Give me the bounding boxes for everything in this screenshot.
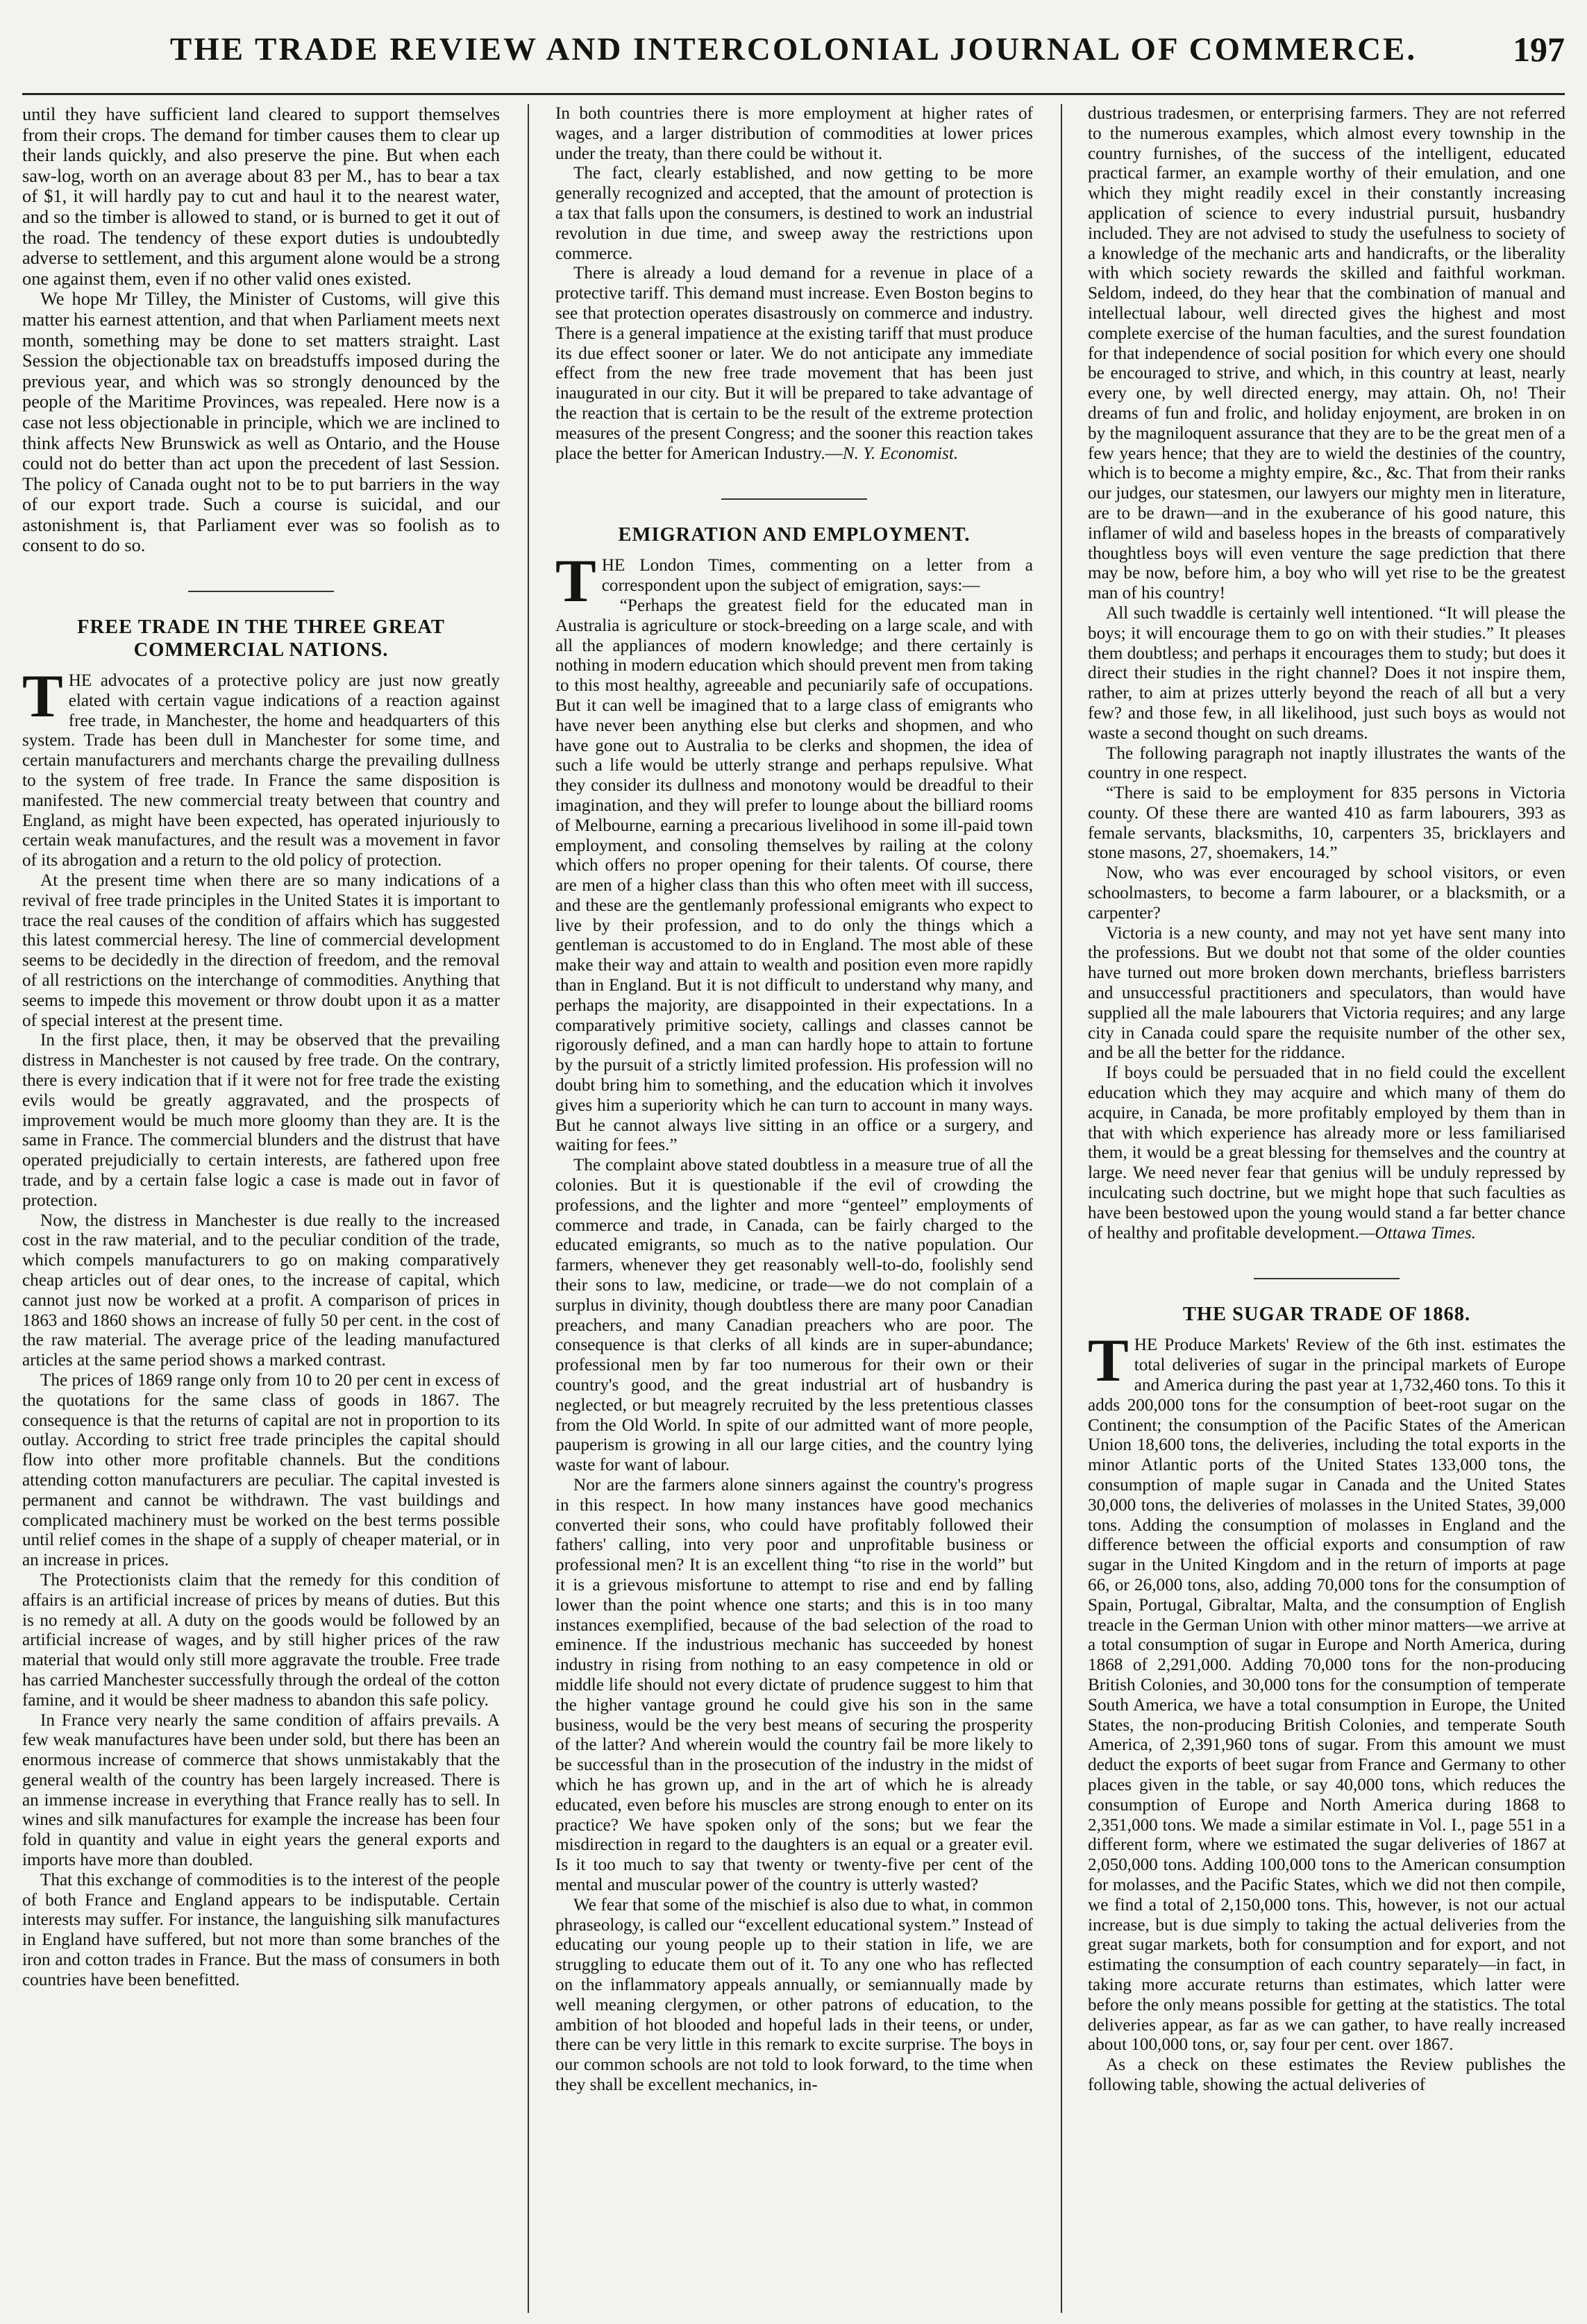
paragraph — [555, 264, 1033, 464]
section-separator — [721, 498, 867, 500]
article-emigration — [555, 523, 1033, 2095]
paragraph: The prices of 1869 range only from 10 to 20 per cent in excess of the quotations for the same class of goods in 1867. The consequence is that the returns of capital are not in proportion to its outlay. According to strict free trade principles the capital should flow into other more profitable channels. But the conditions attending cotton manufacturers are peculiar. The capital invested is permanent and cannot be withdrawn. The vast buildings and complicated machinery must be worked on the best terms possible until relief comes in the shape of a supply of cheaper material, or in an increase in prices. — [22, 1370, 500, 1570]
paragraph: Now, the distress in Manchester is due really to the increased cost in the raw material, and to the peculiar condition of the trade, which compels manufacturers to go on making comparatively cheap articles out of dear ones, to the increase of capital, which cannot just now be worked at a profit. A comparison of prices in 1863 and 1860 shows an increase of fully 50 per cent. in the cost of the raw material. The average price of the leading manufactured articles at the same period shows a marked contrast. — [22, 1211, 500, 1370]
paragraph: As a check on these estimates the Review publishes the following table, showing the actual deliveries of — [1088, 2055, 1565, 2094]
paragraph: “There is said to be employment for 835 persons in Victoria county. Of these there are wanted 410 as farm labourers, 393 as female servants, blacksmiths, 10, carpenters 35, bricklayers and stone masons, 27, shoemakers, 14.” — [1088, 784, 1565, 863]
article-title: THE SUGAR TRADE OF 1868. — [1182, 1304, 1471, 1326]
column-rule — [1061, 104, 1062, 2313]
paragraph-text: There is already a loud demand for a revenue in place of a protective tariff. This demand must increase. Even Boston begins to see that protection operates disastrously on commerce and industry. There is a general impatience at the existing tariff that must produce its due effect sooner or later. We do not anticipate any immediate effect from the new free trade movement that has been just inaugurated in our city. But it will be prepared to take advantage of the reaction that is certain to be the result of the extreme protection measures of the present Congress; and the sooner this reaction takes place the better for American Industry.— — [555, 264, 1033, 463]
page-number: 197 — [1513, 30, 1565, 69]
paragraph: At the present time when there are so many indications of a revival of free trade principles in the United States it is important to trace the real causes of the condition of affairs which has suggested this latest commercial heresy. The line of commercial development seems to be decidedly in the direction of freedom, and the removal of all restrictions on the interchange of commodities. Anything that seems to impede this movement or throw doubt upon it as a matter of special interest at the present time. — [22, 871, 500, 1030]
paragraph-text: HE London Times, commenting on a letter from a correspondent upon the subject of emigration, says:— — [601, 556, 1033, 596]
paragraph-text: If boys could be persuaded that in no field could the excellent education which they may acquire and which many of them do acquire, in Canada, be more profitably employed by them than in that with which experience has already more or less familiarised them, it would be a great blessing for themselves and the country at large. We need never fear that genius will be unduly repressed by inculcating such doctrine, but we might hope that such faculties as have been bestowed upon the young would stand a far better chance of healthy and profitable development. — [1088, 1063, 1565, 1243]
paragraph: In both countries there is more employment at higher rates of wages, and a larger distribution of commodities at lower prices under the treaty, than there could be without it. — [555, 104, 1033, 163]
paragraph: The following paragraph not inaptly illustrates the wants of the country in one respect. — [1088, 743, 1565, 783]
paragraph — [1088, 1327, 1565, 2055]
column-1 — [22, 104, 500, 2313]
column-3 — [1088, 104, 1565, 2313]
column-2 — [555, 104, 1033, 2313]
paragraph — [1088, 1063, 1565, 1243]
section-separator — [1254, 1278, 1400, 1279]
drop-cap: T — [1088, 1327, 1129, 1395]
paragraph: dustrious tradesmen, or enterprising farmers. They are not referred to the numerous examples, which almost every township in the country furnishes, of the success of the intelligent, educated practical farmer, an example worthy of their emulation, and one which they might readily excel in their constantly increasing application of science to every industrial pursuit, husbandry included. They are not advised to study the usefulness to society of a knowledge of the mechanic arts and handicrafts, or the liberality with which society rewards the skilled and faithful workman. Seldom, indeed, do they hear that the combination of manual and intellectual labour, well directed gives the highest and most complete exercise of the human faculties, and the surest foundation for that independence of social position for which every one should be encouraged to strive, and which, in this country at least, nearly every one, by well directed energy, may attain. Oh, no! Their dreams of fun and frolic, and holiday enjoyment, are broken in on by the magniloquent assurance that they are to be the great men of a few years hence; that they are to wield the destinies of the country, which is to become a mighty empire, &c., &c. That from their ranks our judges, our statesmen, our lawyers our mighty men in literature, are to be drawn—and in the exuberance of his good nature, this inflamer of wild and baseless hopes in the breasts of comparatively thoughtless boys will even venture the sage prediction that there may be now, before him, a boy who will yet rise to be the greatest man of his country! — [1088, 104, 1565, 603]
paragraph: The complaint above stated doubtless in a measure true of all the colonies. But it is questionable if the evil of crowding the professions, and the lighter and more “genteel” employments of commerce and trade, in Canada, can be fairly charged to the educated emigrants, so much as to the native population. Our farmers, whenever they get reasonably well-to-do, foolishly send their sons to law, medicine, or trade—we do not complain of a surplus in divinity, though doubtless there are many poor Canadian preachers, and many Canadian preachers who are poor. The consequence is that clerks of all kinds are in super-abundance; professional men by far too numerous for their own or their country's good, and the great industrial art of husbandry is neglected, or but meagrely recruited by the less pretentious classes from the Old World. In spite of our admitted want of more people, pauperism is growing in all our large cities, and the country lying waste for want of labour. — [555, 1156, 1033, 1475]
article-title: EMIGRATION AND EMPLOYMENT. — [618, 524, 971, 546]
paragraph: We fear that some of the mischief is also due to what, in common phraseology, is called our “excellent educational system.” Instead of educating our young people up to their station in life, we are struggling to educate them out of it. To any one who has reflected on the inflammatory appeals annually, or semiannually made by well meaning clergymen, or other patrons of education, to the ambition of hot blooded and hopeful lads in their teens, or under, there can be very little in this remark to excite surprise. The boys in our common schools are not told to look forward, to the time when they shall be excellent mechanics, in- — [555, 1895, 1033, 2094]
paragraph: In the first place, then, it may be observed that the prevailing distress in Manchester is not caused by free trade. On the contrary, there is every indication that if it were not for free trade the existing evils would be greatly aggravated, and the prospects of improvement would be much more gloomy than they are. It is the same in France. The commercial blunders and the distrust that have operated prejudicially to certain interests, are fathered upon free trade, and by a certain false logic a case is made out in favor of protection. — [22, 1031, 500, 1210]
paragraph: Now, who was ever encouraged by school visitors, or even schoolmasters, to become a farm labourer, or a blacksmith, or a carpenter? — [1088, 864, 1565, 923]
drop-cap: T — [22, 663, 63, 731]
paragraph — [555, 548, 1033, 616]
source-credit: —Ottawa Times. — [1359, 1223, 1476, 1243]
article-title — [22, 616, 500, 662]
paragraph: In France very nearly the same condition of affairs prevails. A few weak manufactures have been under sold, but there has been an enormous increase of commerce that shows unmistakably that the general wealth of the country has been largely increased. There is an immense increase in everything that France really has to sell. In wines and silk manufactures for example the increase has been four fold in quantity and value in eight years the general exports and imports have more than doubled. — [22, 1710, 500, 1870]
paragraph: We hope Mr Tilley, the Minister of Customs, will give this matter his earnest attention, and that when Parliament meets next month, something may be done to set matters straight. Last Session the objectionable tax on breadstuffs imposed during the previous year, and which was so strongly denounced by the people of the Maritime Provinces, was repealed. Here now is a case not less objectionable in principle, which we are inclined to think affects New Brunswick as well as Ontario, and the House could not do better than act upon the precedent of last Session. The policy of Canada ought not to be to put barriers in the way of our export trade. Such a course is suicidal, and our astonishment is, that Parliament ever was so foolish as to consent to do so. — [22, 288, 500, 556]
paragraph: That this exchange of commodities is to the interest of the people of both France and England appears to be indisputable. Certain interests may suffer. For instance, the languishing silk manufactures in England have suffered, but not more than some branches of the iron and cotton trades in France. But the mass of consumers in both countries have been benefitted. — [22, 1870, 500, 1989]
paragraph: “Perhaps the greatest field for the educated man in Australia is agriculture or stock-breeding on a large scale, and with all the appliances of modern knowledge; and there certainly is nothing in modern education which should prevent men from taking to this most healthy, agreeable and pecuniarily safe of occupations. But it can well be imagined that to a large class of emigrants who have never been anything else but clerks and shopmen, and who have gone out to Australia to be clerks and shopmen, the idea of such a life would be utterly strange and perhaps repulsive. What they consider its dullness and monotony would be dreadful to their imagination, and they will prefer to lounge about the billiard rooms of Melbourne, earning a precarious livelihood in some ill-paid town employment, and consoling themselves by railing at the colony which offers no proper opening for their talents. Of course, there are men of a higher class than this who often meet with ill success, and these are the gentlemanly professional emigrants who expect to live by their profession, and to do only the things which a gentleman is accustomed to do in England. The most able of these make their way and attain to wealth and position even more rapidly than in England. But it is not difficult to understand why many, and perhaps the majority, are disappointed in their expectations. In a comparatively primitive society, callings and classes cannot be rigorously defined, and a man can hardly hope to attain to fortune by the pursuit of a strictly limited profession. His profession will no doubt bring him to something, and the education which it involves gives him a superiority which he can turn to account in many ways. But he cannot always live sitting in an office or a surgery, and waiting for fees.” — [555, 596, 1033, 1155]
paragraph: Victoria is a new county, and may not yet have sent many into the professions. But we doubt not that some of the older counties have turned out more broken down merchants, briefless barristers and unsuccessful practitioners and speculators, than would have supplied all the male labourers that Victoria requires; and any large city in Canada could spare the requisite number of the other sex, and be all the better for the riddance. — [1088, 923, 1565, 1063]
drop-cap: T — [555, 548, 596, 616]
running-title: THE TRADE REVIEW AND INTERCOLONIAL JOURNAL OF COMMERCE. — [169, 31, 1418, 67]
paragraph: The Protectionists claim that the remedy for this condition of affairs is an artificial increase of prices by means of duties. But this is no remedy at all. A duty on the goods would be followed by an artificial increase of wages, and by still higher prices of the raw material that would only still more aggravate the trouble. Free trade has carried Manchester successfully through the ordeal of the cotton famine, and it would be sheer madness to abandon this safe policy. — [22, 1570, 500, 1710]
section-separator — [188, 591, 334, 592]
paragraph: All such twaddle is certainly well intentioned. “It will please the boys; it will encourage them to go on with their studies.” It pleases them doubtless; and perhaps it encourages them to study; but does it direct their studies in the right channel? Does it not inspire them, rather, to aim at prizes utterly beyond the reach of all but a very few? and those few, in all likelihood, just such boys as would not waste a second thought on such dreams. — [1088, 603, 1565, 743]
paragraph: The fact, clearly established, and now getting to be more generally recognized and accepted, that the amount of protection is a tax that falls upon the consumers, is destined to work an industrial revolution in due time, and sweep away the restrictions upon commerce. — [555, 164, 1033, 263]
title-line: FREE TRADE IN THE THREE GREAT — [77, 616, 445, 639]
article-sugar-trade — [1088, 1303, 1565, 2095]
source-credit: N. Y. Economist. — [842, 444, 959, 463]
title-line: COMMERCIAL NATIONS. — [133, 639, 389, 662]
paragraph-text: HE advocates of a protective policy are just now greatly elated with certain vague indications of a reaction against free trade, in Manchester, the home and headquarters of this system. Trade has been dull in Manchester for some time, and certain manufacturers and merchants charge the prevailing dullness to the system of free trade. In France the same disposition is manifested. The new commercial treaty between that country and England, as might have been expected, has operated injuriously to certain weak manufactures, and the result was a movement in favor of its abrogation and a return to the old policy of protection. — [22, 671, 500, 870]
paragraph-text: HE Produce Markets' Review of the 6th inst. estimates the total deliveries of sugar in the principal markets of Europe and America during the past year at 1,732,460 tons. To this it adds 200,000 tons for the consumption of beet-root sugar on the Continent; the consumption of the Pacific States of the American Union 18,600 tons, the deliveries, including the total exports in the minor Atlantic ports of the United States 133,000 tons, the consumption of maple sugar in Canada and the United States 30,000 tons, the deliveries of molasses in the United States, 39,000 tons. Adding the consumption of molasses in England and the difference between the official exports and consumption of raw sugar in the United Kingdom and in the return of imports at page 66, or 26,000 tons, also, adding 70,000 tons for the consumption of Spain, Portugal, Gibraltar, Malta, and the consumption of English treacle in the German Union with other minor matters—we arrive at a total consumption of sugar in Europe and North America, during 1868 of 2,291,000. Adding 70,000 tons for the non-producing British Colonies, and 30,000 tons for the consumption of temperate South America, we have a total consumption in Europe, the United States, the non-producing British Colonies, and temperate South America, of 2,391,960 tons of sugar. From this amount we must deduct the exports of beet sugar from France and Germany to other places given in the table, or say 40,000 tons, which reduces the consumption of Europe and North America during 1868 to 2,351,000 tons. We made a similar estimate in Vol. I., page 551 in a different form, where we estimated the sugar deliveries of 1867 at 2,050,000 tons. Adding 100,000 tons to the American consumption for molasses, and the Pacific States, which we did not then compile, we find a total of 2,150,000 tons. This, however, is not our actual increase, but is due simply to taking the actual deliveries from the great sugar markets, both for consumption and for export, and not estimating the consumption of each country separately—in fact, in taking more accurate returns than estimates, which latter were before the only means possible for getting at the statistics. The total deliveries appear, as far as we can gather, to have really increased about 100,000 tons, or, say four per cent. over 1867. — [1088, 1336, 1565, 2055]
page-header — [22, 10, 1565, 95]
paragraph: until they have sufficient land cleared to support themselves from their crops. The demand for timber causes them to clear up their lands quickly, and also preserve the pine. But when each saw-log, worth on an average about 83 per M., has to bear a tax of $1, it will hardly pay to cut and haul it to the nearest water, and so the timber is allowed to stand, or is burned to get it out of the road. The tendency of these export duties is undoubtedly adverse to settlement, and this argument alone would be a strong one against them, even if no other valid ones existed. — [22, 104, 500, 289]
column-rule — [528, 104, 529, 2313]
paragraph — [22, 663, 500, 871]
paragraph: Nor are the farmers alone sinners against the country's progress in this respect. In how many instances have good mechanics converted their sons, who could have profitably followed their fathers' calling, into very poor and unprofitable business or professional men? It is an excellent thing “to rise in the world” but it is a grievous misfortune to attempt to rise and end by falling lower than the point whence one starts; and this is in too many instances exemplified, because of the bad selection of the road to eminence. If the industrious mechanic has succeeded by honest industry in rising from nothing to an easy competence in old or middle life should not every dictate of prudence suggest to him that the higher vantage ground he could give his son in the same business, would be the very best means of securing the prosperity of the latter? And wherein would the country fail be more likely to be successful than in the prosecution of the industry in the midst of which he has grown up, and in the art of which he is already educated, even before his muscles are strong enough to enter on its practice? We have spoken only of the sons; but we fear the misdirection in regard to the daughters is an equal or a greater evil. Is it too much to say that twenty or twenty-five per cent of the mental and muscular power of the country is utterly wasted? — [555, 1476, 1033, 1894]
article-free-trade — [22, 616, 500, 1991]
